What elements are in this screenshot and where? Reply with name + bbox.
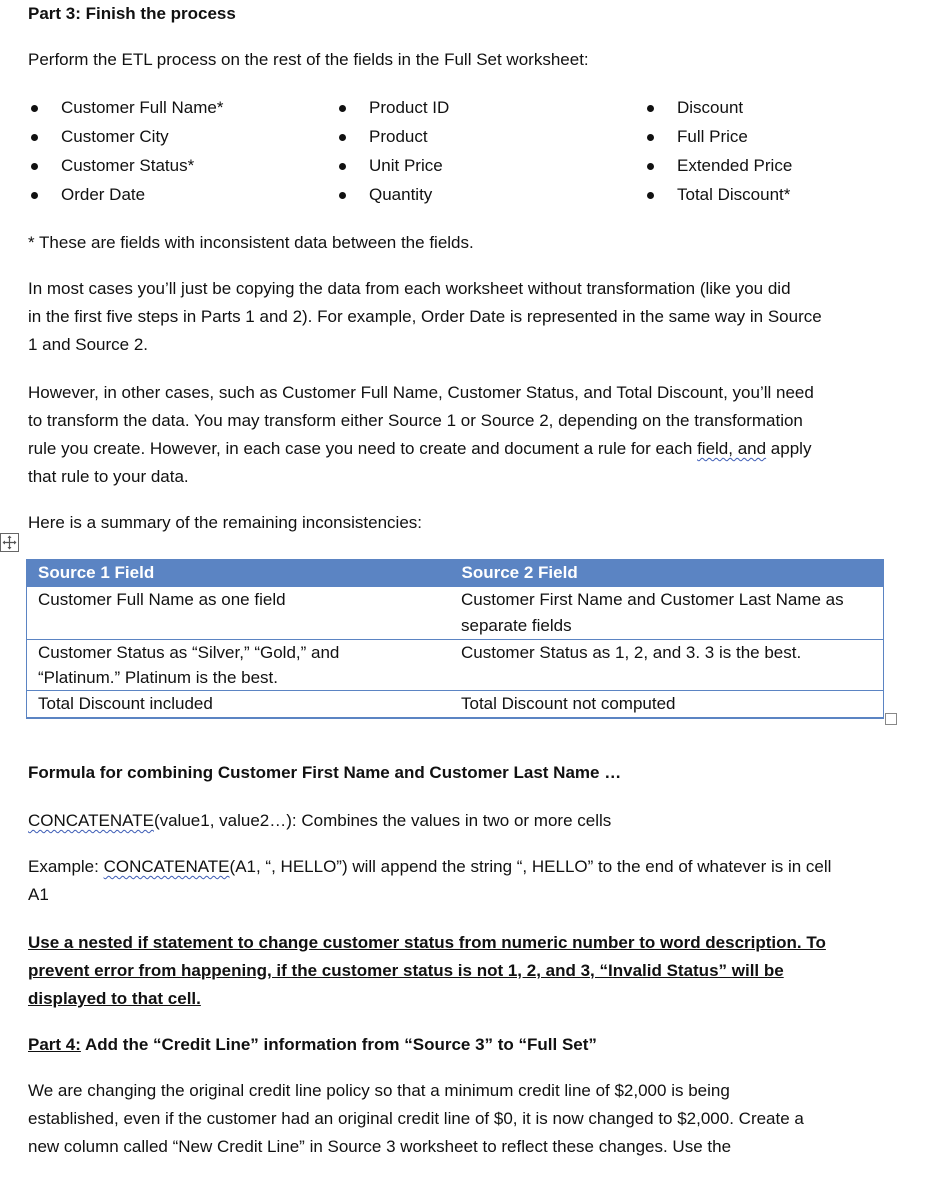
nested-if-line2: prevent error from happening, if the customer status is not 1, 2, and 3, “Invalid Status” will be bbox=[28, 961, 784, 980]
table-header-row bbox=[27, 560, 884, 587]
bullet-column-3 bbox=[644, 94, 792, 210]
example-line2: A1 bbox=[28, 885, 49, 904]
column-header-source1: Source 1 Field bbox=[27, 560, 451, 587]
bullet-icon bbox=[31, 163, 38, 170]
bullet-icon bbox=[647, 134, 654, 141]
bullet-icon bbox=[31, 105, 38, 112]
spelling-flag[interactable]: CONCATENATE bbox=[103, 857, 230, 876]
para2-line4: that rule to your data. bbox=[28, 467, 189, 486]
para2-line3: rule you create. However, in each case you need to create and document a rule for each field, and apply bbox=[28, 439, 812, 458]
bullet-icon bbox=[647, 192, 654, 199]
list-item: Unit Price bbox=[336, 152, 449, 181]
para2-line1: However, in other cases, such as Customer Full Name, Customer Status, and Total Discount, you’ll need bbox=[28, 383, 814, 402]
part3-heading: Part 3: Finish the process bbox=[28, 4, 236, 23]
list-item: Customer Status* bbox=[28, 152, 224, 181]
grammar-flag[interactable]: field, and bbox=[697, 439, 767, 458]
para1-line2: in the first five steps in Parts 1 and 2). For example, Order Date is represented in the same way in Source bbox=[28, 307, 822, 326]
part3-intro: Perform the ETL process on the rest of the fields in the Full Set worksheet: bbox=[28, 50, 589, 69]
list-item: Discount bbox=[644, 94, 792, 123]
list-item: Extended Price bbox=[644, 152, 792, 181]
summary-intro: Here is a summary of the remaining inconsistencies: bbox=[28, 513, 422, 532]
table-row bbox=[27, 587, 884, 640]
move-arrows-icon bbox=[2, 535, 17, 550]
example-line1: Example: CONCATENATE(A1, “, HELLO”) will append the string “, HELLO” to the end of whatever is in cell bbox=[28, 857, 832, 876]
para1-line1: In most cases you’ll just be copying the data from each worksheet without transformation (like you did bbox=[28, 279, 791, 298]
table-resize-handle[interactable] bbox=[885, 713, 897, 725]
bullet-icon bbox=[339, 105, 346, 112]
list-item: Customer City bbox=[28, 123, 224, 152]
column-header-source2: Source 2 Field bbox=[450, 560, 884, 587]
inconsistencies-table bbox=[26, 559, 884, 719]
table-move-handle[interactable] bbox=[0, 533, 19, 552]
part4-heading: Part 4: Add the “Credit Line” information from “Source 3” to “Full Set” bbox=[28, 1035, 597, 1054]
bullet-icon bbox=[31, 134, 38, 141]
part4-para-line1: We are changing the original credit line policy so that a minimum credit line of $2,000 is being bbox=[28, 1081, 730, 1100]
bullet-icon bbox=[339, 192, 346, 199]
bullet-column-2 bbox=[336, 94, 449, 210]
bullet-column-1 bbox=[28, 94, 224, 210]
formula-heading: Formula for combining Customer First Name and Customer Last Name … bbox=[28, 763, 622, 782]
table-cell: Customer Status as 1, 2, and 3. 3 is the best. bbox=[450, 640, 884, 691]
nested-if-line3: displayed to that cell. bbox=[28, 989, 201, 1008]
list-item: Product ID bbox=[336, 94, 449, 123]
table-cell: Customer Full Name as one field bbox=[27, 587, 451, 640]
list-item: Total Discount* bbox=[644, 181, 792, 210]
nested-if-line1: Use a nested if statement to change customer status from numeric number to word description. To bbox=[28, 933, 826, 952]
para1-line3: 1 and Source 2. bbox=[28, 335, 149, 354]
part4-para-line2: established, even if the customer had an original credit line of $0, it is now changed to $2,000. Create a bbox=[28, 1109, 804, 1128]
table-cell: Customer Status as “Silver,” “Gold,” and “Platinum.” Platinum is the best. bbox=[27, 640, 451, 691]
bullet-icon bbox=[647, 105, 654, 112]
table-row bbox=[27, 691, 884, 719]
field-bullet-list bbox=[28, 94, 908, 214]
spelling-flag[interactable]: CONCATENATE bbox=[28, 811, 154, 830]
list-item: Quantity bbox=[336, 181, 449, 210]
concatenate-description: CONCATENATE(value1, value2…): Combines the values in two or more cells bbox=[28, 811, 612, 830]
para2-line2: to transform the data. You may transform either Source 1 or Source 2, depending on the transformation bbox=[28, 411, 803, 430]
list-item: Product bbox=[336, 123, 449, 152]
list-item: Order Date bbox=[28, 181, 224, 210]
bullet-icon bbox=[339, 163, 346, 170]
list-item: Customer Full Name* bbox=[28, 94, 224, 123]
table-row bbox=[27, 640, 884, 691]
bullet-icon bbox=[647, 163, 654, 170]
table-cell: Total Discount included bbox=[27, 691, 451, 719]
table-cell: Total Discount not computed bbox=[450, 691, 884, 719]
table-cell: Customer First Name and Customer Last Name as separate fields bbox=[450, 587, 884, 640]
bullet-icon bbox=[31, 192, 38, 199]
part4-para-line3: new column called “New Credit Line” in Source 3 worksheet to reflect these changes. Use the bbox=[28, 1137, 732, 1156]
inconsistent-fields-note: * These are fields with inconsistent data between the fields. bbox=[28, 233, 474, 252]
list-item: Full Price bbox=[644, 123, 792, 152]
bullet-icon bbox=[339, 134, 346, 141]
